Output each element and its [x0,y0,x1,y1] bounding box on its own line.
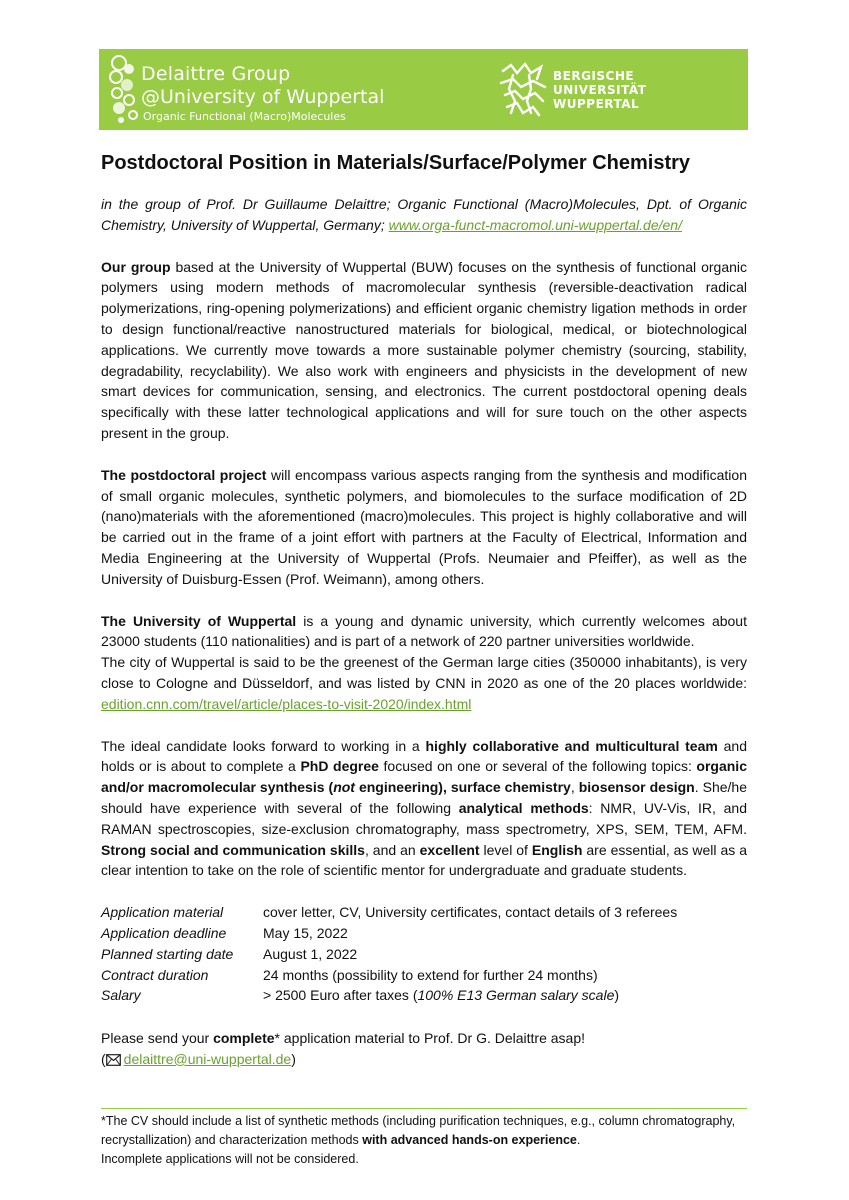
footnote-divider [101,1108,747,1109]
fact-row [101,944,747,965]
fact-label: Application deadline [101,924,227,941]
envelope-icon [106,1054,121,1066]
group-paragraph [101,257,747,444]
candidate-text: : NMR, UV-Vis, IR, and RAMAN spectroscopies, size-exclusion chromatography, mass spectrometry, XPS, SEM, TEM, AFM. [101,799,747,837]
candidate-text: , [570,779,579,796]
salary-scale: 100% E13 German salary scale [417,987,615,1004]
contact-paragraph [101,1028,747,1070]
fact-row [101,965,747,986]
candidate-text: level of [479,841,532,858]
candidate-text: The ideal candidate looks forward to working in a [101,737,426,754]
cnn-link[interactable]: edition.cnn.com/travel/article/places-to-visit-2020/index.html [101,695,472,712]
position-facts [101,902,747,1006]
candidate-text: , and an [364,841,420,858]
university-text-2: The city of Wuppertal is said to be the greenest of the German large cities (350000 inhabitants), is very close to Cologne and Düsseldorf, and was listed by CNN in 2020 as one of the 20 places worldwide: [101,654,747,691]
fact-value: May 15, 2022 [263,924,348,941]
buw-line-3: WUPPERTAL [553,97,640,111]
candidate-bold: highly collaborative and multicultural team [425,737,718,754]
buw-line-1: BERGISCHE [553,69,635,83]
fact-label: Planned starting date [101,945,234,962]
university-text-1: is a young and dynamic university, which currently welcomes about 23000 students (110 nationalities) and is part of a network of 220 partner universities worldwide. [101,612,747,650]
university-heading: The University of Wuppertal [101,612,297,629]
candidate-paragraph [101,736,747,882]
candidate-bold: analytical methods [458,799,589,816]
project-text: will encompass various aspects ranging from the synthesis and modification of small organic molecules, synthetic polymers, and biomolecules to the surface modification of 2D (nano)materials with the aforementioned (macro)molecules. This project is highly collaborative and will be carried out in the frame of a joint effort with partners at the Faculty of Electrical, Information and Media Engineering at the University of Wuppertal (Profs. Neumaier and Pfeiffer), as well as the University of Duisburg-Essen (Prof. Weimann), among others. [101,466,747,587]
fact-row [101,923,747,944]
footnote-bold: with advanced hands-on experience [362,1133,577,1147]
candidate-bold: PhD degree [300,758,379,775]
contact-paren: ) [291,1050,296,1067]
fact-value: August 1, 2022 [263,945,358,962]
intro-paragraph [101,194,747,236]
buw-wordmark [553,69,646,111]
footnote-text: Incomplete applications will not be considered. [101,1152,359,1166]
document-body [101,150,747,1070]
group-website-link[interactable]: www.orga-funct-macromol.uni-wuppertal.de/en/ [388,216,682,233]
university-paragraph [101,611,747,715]
fact-label: Salary [101,987,141,1004]
project-paragraph [101,465,747,590]
group-heading: Our group [101,258,171,275]
footnote-text: *The CV should include a list of synthetic methods (including purification techniques, e.g., column chromatography, recrystallization) and characterization methods [101,1114,736,1147]
candidate-bold: engineering), surface chemistry [354,779,571,796]
contact-bold: complete [213,1030,275,1047]
candidate-bold: biosensor design [578,779,695,796]
group-name: Delaittre Group [141,63,291,85]
header-banner [99,49,748,130]
salary-value: > 2500 Euro after taxes ( [263,987,418,1004]
footnote-text: . [576,1133,581,1147]
fact-row [101,902,747,923]
candidate-bold-italic: not [333,779,355,796]
page-title: Postdoctoral Position in Materials/Surface/Polymer Chemistry [101,152,691,174]
footnote [101,1112,747,1169]
candidate-text: are essential, as well as a clear intention to take on the role of scientific mentor for undergraduate and graduate students. [101,841,747,879]
contact-text: Please send your [101,1030,214,1047]
group-university: @University of Wuppertal [141,86,385,108]
contact-paren: ( [101,1050,106,1067]
group-subtitle: Organic Functional (Macro)Molecules [143,110,346,123]
intro-text: in the group of Prof. Dr Guillaume Delaittre; Organic Functional (Macro)Molecules, Dpt. of Organic Chemistry, University of Wuppertal, Germany; [101,196,747,233]
candidate-text: and holds or is about to complete a [101,737,747,775]
buw-line-2: UNIVERSITÄT [553,83,647,97]
candidate-bold: excellent [419,841,480,858]
candidate-text: focused on one or several of the following topics: [378,758,697,775]
group-text: based at the University of Wuppertal (BUW) focuses on the synthesis of functional organic polymers using modern methods of macromolecular synthesis (reversible-deactivation radical polymerizations, ring-opening polymerizations) and efficient organic chemistry ligation methods in order to design functional/reactive nanostructured materials for biological, medical, or biotechnological applications. We currently move towards a more sustainable polymer chemistry (sourcing, stability, degradability, recyclability). We also work with engineers and physicists in the development of new smart devices for communication, sensing, and electronics. The current postdoctoral opening deals specifically with these latter technological applications and will for sure touch on the other aspects present in the group. [101,258,748,441]
contact-text: * application material to Prof. Dr G. Delaittre asap! [274,1030,586,1047]
salary-close: ) [614,987,620,1004]
candidate-bold: organic and/or macromolecular synthesis ( [101,758,747,796]
candidate-bold: English [531,841,583,858]
fact-row [101,985,747,1006]
fact-label: Application material [101,904,224,921]
fact-label: Contract duration [101,966,209,983]
fact-value: 24 months (possibility to extend for further 24 months) [263,966,598,983]
fact-value: cover letter, CV, University certificates, contact details of 3 referees [263,904,678,921]
buw-lion-logo-icon [497,61,549,119]
candidate-bold: Strong social and communication skills [101,841,365,858]
candidate-text: . She/he should have experience with several of the following [101,779,747,816]
fact-value [263,985,747,1006]
project-heading: The postdoctoral project [101,466,267,483]
email-link[interactable]: delaittre@uni-wuppertal.de [123,1050,292,1067]
